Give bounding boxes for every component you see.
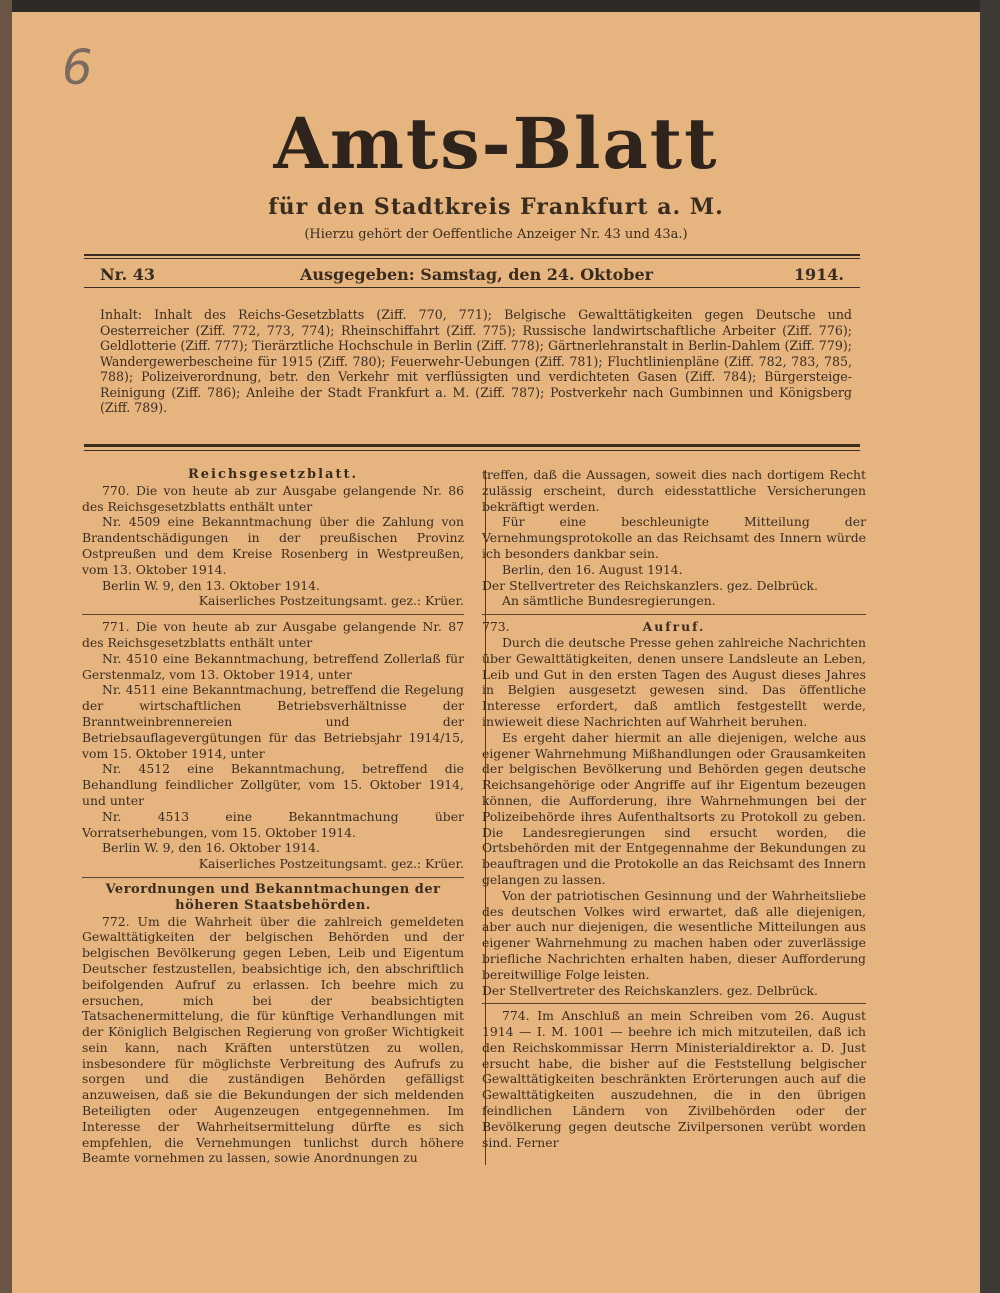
right-column xyxy=(482,467,866,1150)
separator xyxy=(82,877,464,878)
rule-top xyxy=(84,254,860,256)
entry-772: 772. Um die Wahrheit über die zahlreich gemeldeten Gewalttätigkeiten der belgischen Behörden und der belgischen Bevölkerung gegen Leben, Leib und Eigentum Deutscher festzustellen, beabsichtige ich, den abschriftlich beifolgenden Aufruf zu erlassen. Ich beehre mich zu ersuchen, mich bei der beabsichtigten Tatsachenermittelung, die für künftige Verhandlungen mit der Königlich Belgischen Regierung von großer Wichtigkeit sein kann, nach Kräften unterstützen zu wollen, insbesondere für möglichste Verbreitung des Aufrufs zu sorgen und die zuständigen Behörden gefälligst anzuweisen, daß sie die Bekundungen der sich meldenden Beteiligten oder Augenzeugen entgegennehmen. Im Interesse der Wahrheitsermittelung dürfte es sich empfehlen, die Vernehmungen tunlichst durch höhere Beamte vornehmen zu lassen, sowie Anordnungen zu xyxy=(82,913,464,1166)
entry-773-header xyxy=(482,619,866,635)
separator xyxy=(482,614,866,615)
masthead-title: Amts-Blatt xyxy=(273,102,719,185)
entry-773-para-1: Durch die deutsche Presse gehen zahlreiche Nachrichten über Gewalttätigkeiten, denen unsere Landsleute an Leben, Leib und Gut in den ersten Tagen des August dieses Jahres in Belgien ausgesetzt gewesen sind. Das öffentliche Interesse erfordert, daß amtlich festgestellt werde, inwieweit diese Nachrichten auf Wahrheit beruhen. xyxy=(482,634,866,729)
background-edge xyxy=(980,0,1000,1293)
entry-770: 770. Die von heute ab zur Ausgabe gelangende Nr. 86 des Reichsgesetzblatts enthält unter xyxy=(82,482,464,514)
entry-772-signature: Der Stellvertreter des Reichskanzlers. gez. Delbrück. xyxy=(482,577,818,593)
entry-771-place: Berlin W. 9, den 16. Oktober 1914. xyxy=(102,840,320,856)
separator xyxy=(482,1003,866,1004)
left-column xyxy=(82,467,464,1166)
rule-issue xyxy=(84,287,860,288)
rule-contents-thin xyxy=(84,450,860,451)
entry-771-item-1: Nr. 4510 eine Bekanntmachung, betreffend Zollerlaß für Gerstenmalz, vom 13. Oktober 1914, unter xyxy=(82,650,464,682)
entry-774: 774. Im Anschluß an mein Schreiben vom 26. August 1914 — I. M. 1001 — beehre ich mich mitzuteilen, daß ich den Reichskommissar Herrn Ministerialdirektor a. D. Just ersucht habe, die bisher auf die Feststellung belgischer Gewalttätigkeiten beschränkten Erörterungen auch auf die Gewalttätigkeiten auszudehnen, die in den übrigen feindlichen Ländern von Zivilbehörden oder der Bevölkerung gegen deutsche Zivilpersonen verübt worden sind. Ferner xyxy=(482,1008,866,1150)
masthead-subtitle: für den Stadtkreis Frankfurt a. M. xyxy=(268,194,724,220)
entry-773-number: 773. xyxy=(482,619,510,635)
entry-771-signature: Kaiserliches Postzeitungsamt. gez.: Krüer. xyxy=(198,856,464,872)
entry-771-item-3: Nr. 4512 eine Bekanntmachung, betreffend die Behandlung feindlicher Zollgüter, vom 15. Oktober 1914, und unter xyxy=(82,761,464,808)
separator xyxy=(82,614,464,615)
entry-770-signature: Kaiserliches Postzeitungsamt. gez.: Krüer. xyxy=(198,593,464,609)
heading-reichsgesetzblatt: Reichsgesetzblatt. xyxy=(187,467,359,482)
heading-verordnungen: Verordnungen und Bekanntmachungen der höheren Staatsbehörden. xyxy=(105,881,441,913)
document-page xyxy=(12,12,980,1293)
entry-771-item-2: Nr. 4511 eine Bekanntmachung, betreffend die Regelung der wirtschaftlichen Betriebsverhältnisse der Branntweinbrennereien und der Betriebsauflagevergütungen für das Betriebsjahr 1914/15, vom 15. Oktober 1914, unter xyxy=(82,682,464,761)
entry-773-signature: Der Stellvertreter des Reichskanzlers. gez. Delbrück. xyxy=(482,982,818,998)
rule-contents xyxy=(84,444,860,447)
rule-top-thin xyxy=(84,258,860,259)
entry-770-item: Nr. 4509 eine Bekanntmachung über die Zahlung von Brandentschädigungen in der preußischen Provinz Ostpreußen und dem Kreise Rosenberg in Westpreußen, vom 13. Oktober 1914. xyxy=(82,514,464,577)
entry-771-item-4: Nr. 4513 eine Bekanntmachung über Vorratserhebungen, vom 15. Oktober 1914. xyxy=(82,808,464,840)
entry-772-request: Für eine beschleunigte Mitteilung der Vernehmungsprotokolle an das Reichsamt des Innern würde ich besonders dankbar sein. xyxy=(482,514,866,561)
entry-773-para-3: Von der patriotischen Gesinnung und der Wahrheitsliebe des deutschen Volkes wird erwartet, daß alle diejenigen, aber auch nur diejenigen, die wesentliche Mitteilungen aus eigener Wahrnehmung zu machen haben oder zuverlässige briefliche Nachrichten erhalten haben, dieser Aufforderung bereitwillige Folge leisten. xyxy=(482,887,866,982)
heading-aufruf: Aufruf. xyxy=(642,619,706,635)
issue-year: 1914. xyxy=(793,265,844,284)
book-spine-edge xyxy=(0,0,12,1293)
issue-date: Ausgegeben: Samstag, den 24. Oktober xyxy=(300,265,654,284)
entry-771: 771. Die von heute ab zur Ausgabe gelangende Nr. 87 des Reichsgesetzblatts enthält unter xyxy=(82,619,464,650)
table-of-contents: Inhalt: Inhalt des Reichs-Gesetzblatts (Ziff. 770, 771); Belgische Gewalttätigkeiten gegen Deutsche und Oesterreicher (Ziff. 772, 773, 774); Rheinschiffahrt (Ziff. 775); Russische landwirtschaftliche Arbeiter (Ziff. 776); Geldlotterie (Ziff. 777); Tierärztliche Hochschule in Berlin (Ziff. 778); Gärtnerlehranstalt in Berlin-Dahlem (Ziff. 779); Wandergewerbescheine für 1915 (Ziff. 780); Feuerwehr-Uebungen (Ziff. 781); Fluchtlinienpläne (Ziff. 782, 783, 785, 788); Polizeiverordnung, betr. den Verkehr mit verflüssigten und verdichteten Gasen (Ziff. 784); Bürgersteige-Reinigung (Ziff. 786); Anleihe der Stadt Frankfurt a. M. (Ziff. 787); Postverkehr nach Gumbinnen und Königsberg (Ziff. 789). xyxy=(100,307,852,415)
pencil-mark: 6 xyxy=(62,40,93,96)
entry-770-place: Berlin W. 9, den 13. Oktober 1914. xyxy=(102,577,320,593)
entry-772-continued: treffen, daß die Aussagen, soweit dies nach dortigem Recht zulässig erscheint, durch eidesstattliche Versicherungen bekräftigt werden. xyxy=(482,467,866,514)
entry-772-addressee: An sämtliche Bundesregierungen. xyxy=(502,593,716,609)
masthead-note: (Hierzu gehört der Oeffentliche Anzeiger Nr. 43 und 43a.) xyxy=(304,227,688,242)
entry-772-place: Berlin, den 16. August 1914. xyxy=(502,561,683,577)
issue-number: Nr. 43 xyxy=(100,265,155,284)
entry-773-para-2: Es ergeht daher hiermit an alle diejenigen, welche aus eigener Wahrnehmung Mißhandlungen oder Grausamkeiten der belgischen Bevölkerung und Behörden gegen deutsche Reichsangehörige oder Angriffe auf ihr Eigentum bezeugen können, die Aufforderung, ihre Wahrnehmungen bei der Polizeibehörde ihres Aufenthaltsorts zu Protokoll zu geben. Die Landesregierungen sind ersucht worden, die Ortsbehörden mit der Entgegennahme der Bekundungen zu beauftragen und die Protokolle an das Reichsamt des Innern gelangen zu lassen. xyxy=(482,729,866,887)
